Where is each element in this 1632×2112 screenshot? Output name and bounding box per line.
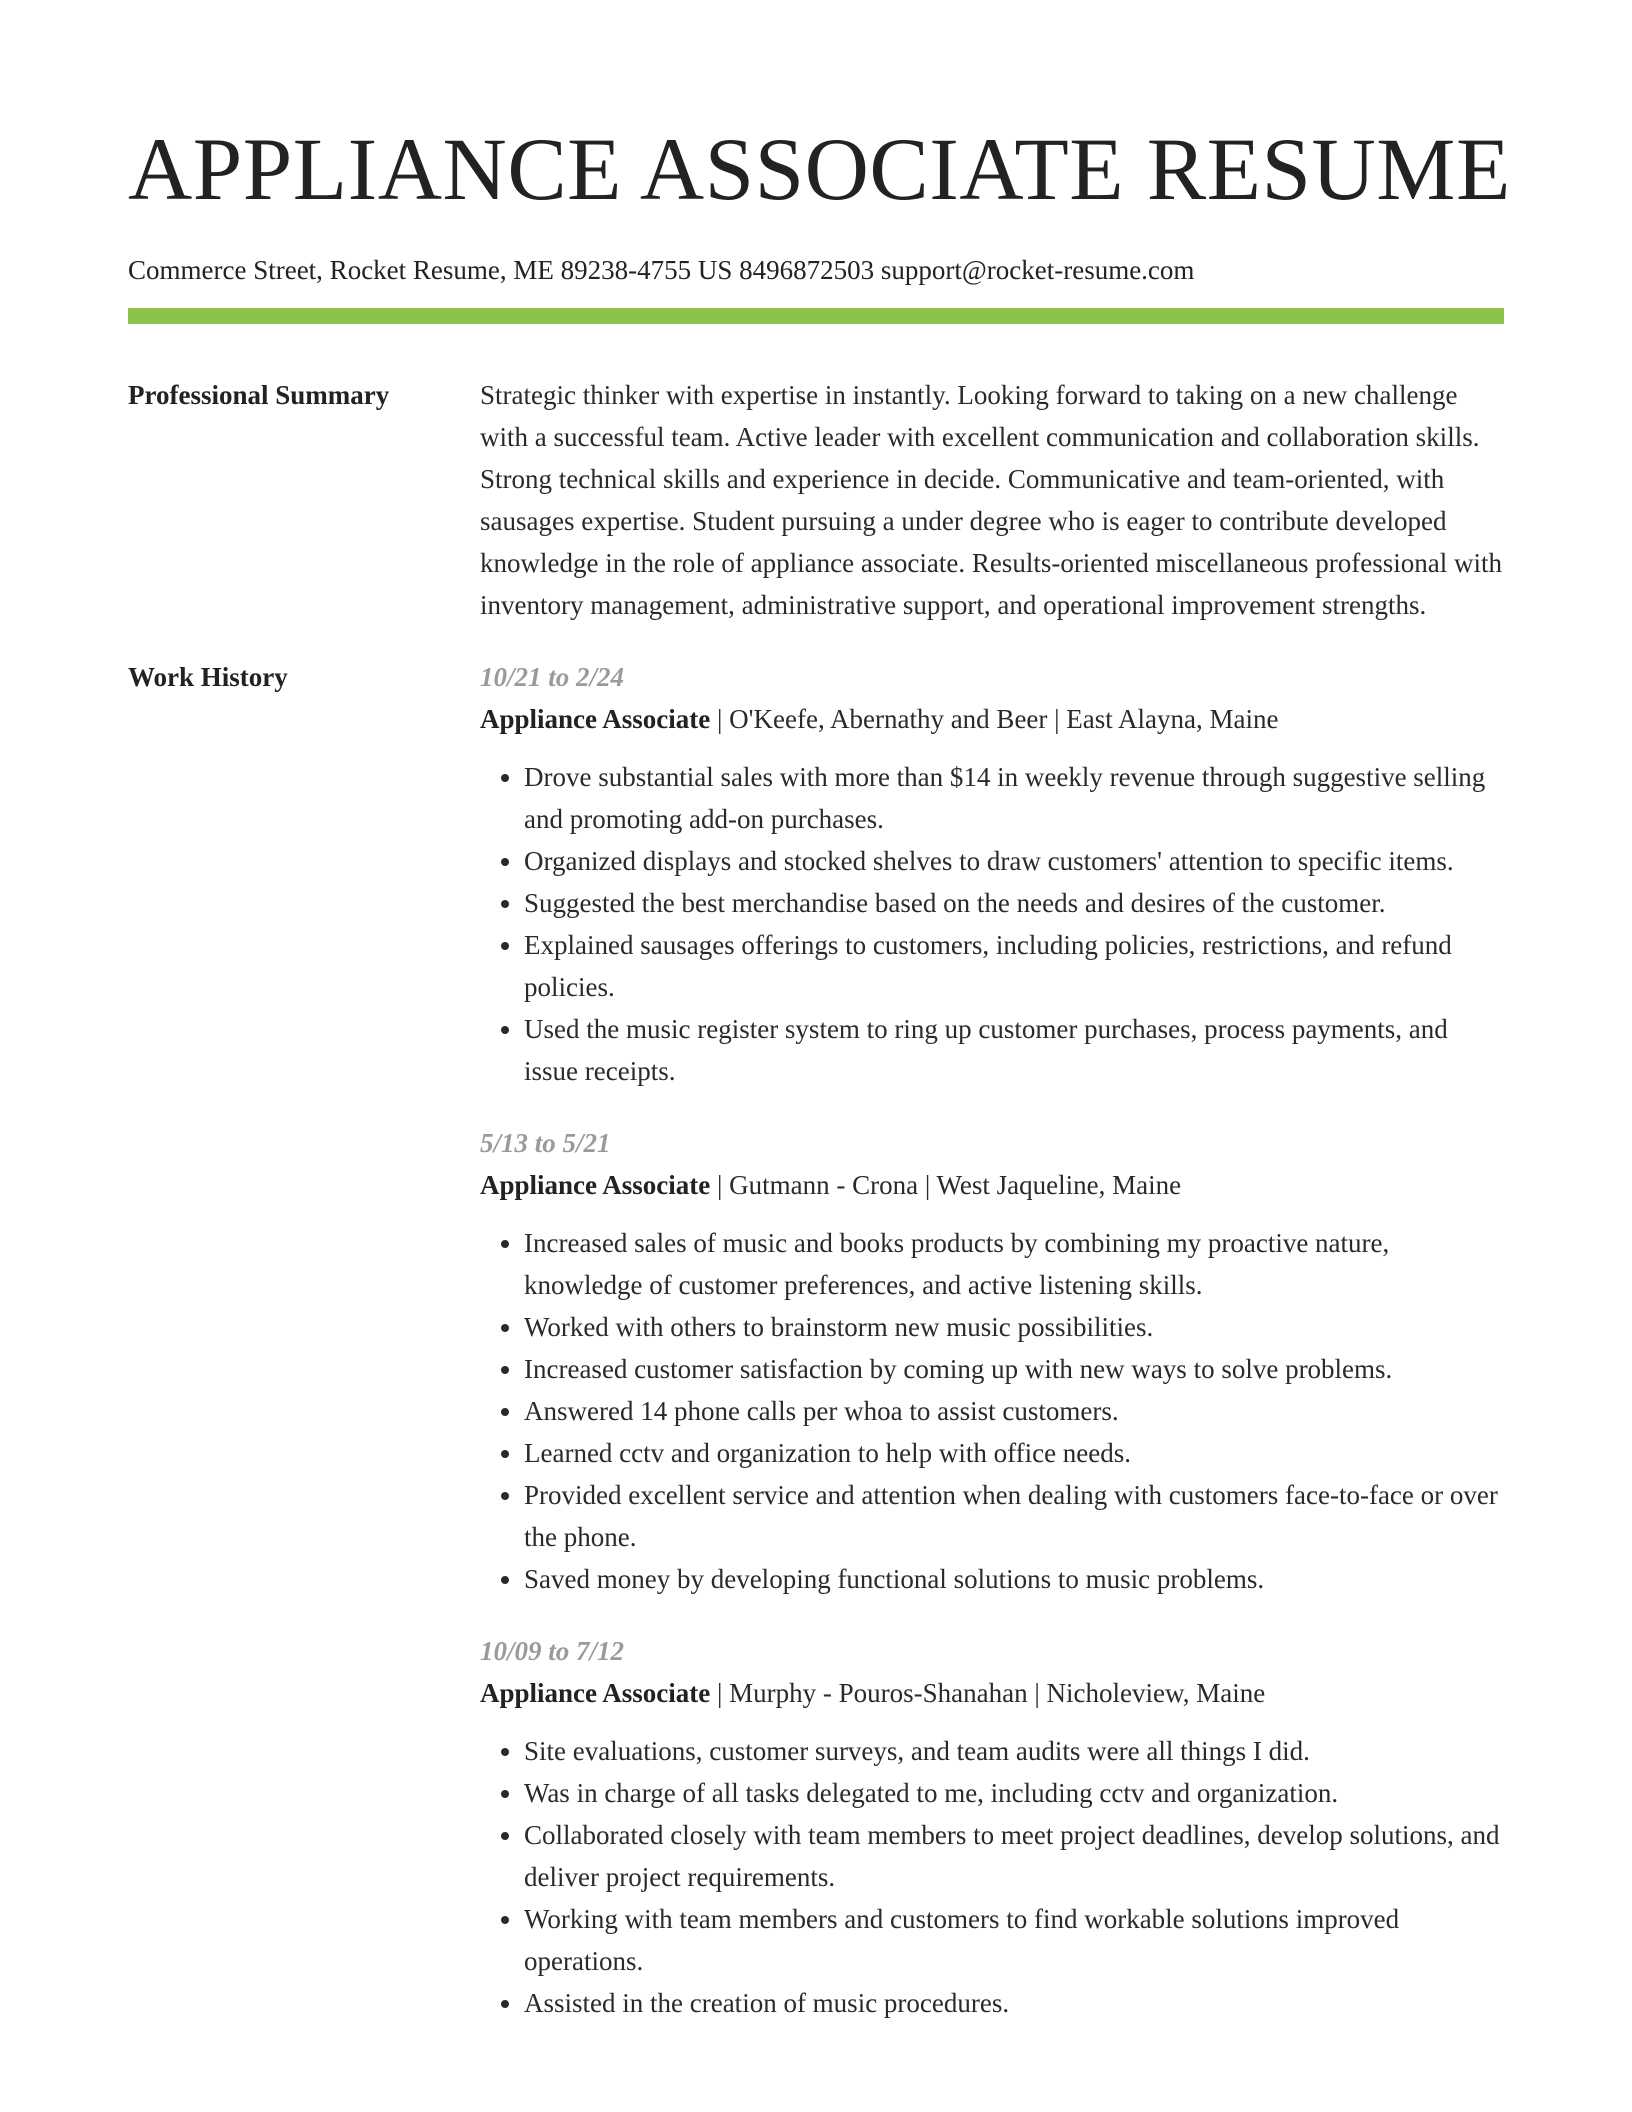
job-bullets — [480, 1730, 1504, 2024]
job-bullet: • Site evaluations, customer surveys, and team audits were all things I did. — [524, 1730, 1504, 1772]
accent-divider — [128, 308, 1504, 324]
job-title: Appliance Associate — [480, 704, 711, 734]
job-heading — [480, 698, 1504, 740]
job-dates: 10/21 to 2/24 — [480, 662, 625, 692]
job-bullet: • Assisted in the creation of music procedures. — [524, 1982, 1504, 2024]
job-bullets — [480, 1222, 1504, 1600]
summary-body — [480, 374, 1504, 626]
job-bullet: • Explained sausages offerings to customers, including policies, restrictions, and refund policies. — [524, 924, 1504, 1008]
job-heading — [480, 1164, 1504, 1206]
resume-page — [128, 0, 1511, 2054]
job-bullet: • Used the music register system to ring up customer purchases, process payments, and issue receipts. — [524, 1008, 1504, 1092]
job-bullet: • Provided excellent service and attention when dealing with customers face-to-face or over the phone. — [524, 1474, 1504, 1558]
job-bullet: • Increased sales of music and books products by combining my proactive nature, knowledge of customer preferences, and active listening skills. — [524, 1222, 1504, 1306]
job-bullet: • Worked with others to brainstorm new music possibilities. — [524, 1306, 1504, 1348]
job-bullet: • Working with team members and customers to find workable solutions improved operations. — [524, 1898, 1504, 1982]
job-bullet: • Collaborated closely with team members to meet project deadlines, develop solutions, and deliver project requirements. — [524, 1814, 1504, 1898]
job-bullet: • Drove substantial sales with more than $14 in weekly revenue through suggestive selling and promoting add-on purchases. — [524, 756, 1504, 840]
job-entry — [480, 656, 1504, 1092]
resume-title: APPLIANCE ASSOCIATE RESUME — [128, 121, 1511, 219]
work-history-body — [480, 656, 1504, 2054]
job-bullet: • Was in charge of all tasks delegated to me, including cctv and organization. — [524, 1772, 1504, 1814]
summary-text: Strategic thinker with expertise in instantly. Looking forward to taking on a new challenge with a successful team. Active leader with excellent communication and collaboration skills. Strong technical skills and experience in decide. Communicative and team-oriented, with sausages expertise. Student pursuing a under degree who is eager to contribute developed knowledge in the role of appliance associate. Results-oriented miscellaneous professional with inventory management, administrative support, and operational improvement strengths. — [480, 380, 1502, 620]
job-title: Appliance Associate — [480, 1170, 711, 1200]
job-bullet: • Saved money by developing functional solutions to music problems. — [524, 1558, 1504, 1600]
job-bullets — [480, 756, 1504, 1092]
job-details: | Murphy - Pouros-Shanahan | Nicholeview, Maine — [710, 1678, 1266, 1708]
contact-line: Commerce Street, Rocket Resume, ME 89238-4755 US 8496872503 support@rocket-resume.com — [128, 255, 1195, 285]
job-bullet: • Learned cctv and organization to help with office needs. — [524, 1432, 1504, 1474]
job-title: Appliance Associate — [480, 1678, 711, 1708]
job-heading — [480, 1672, 1504, 1714]
job-bullet: • Organized displays and stocked shelves to draw customers' attention to specific items. — [524, 840, 1504, 882]
job-details: | O'Keefe, Abernathy and Beer | East Alayna, Maine — [710, 704, 1279, 734]
job-entry — [480, 1122, 1504, 1600]
work-history-section — [128, 656, 1504, 2054]
job-bullet: • Increased customer satisfaction by coming up with new ways to solve problems. — [524, 1348, 1504, 1390]
summary-label: Professional Summary — [128, 380, 390, 410]
job-dates: 5/13 to 5/21 — [480, 1128, 611, 1158]
job-details: | Gutmann - Crona | West Jaqueline, Maine — [710, 1170, 1182, 1200]
job-dates: 10/09 to 7/12 — [480, 1636, 625, 1666]
work-history-label: Work History — [128, 662, 288, 692]
summary-section — [128, 374, 1504, 626]
job-bullet: • Suggested the best merchandise based on the needs and desires of the customer. — [524, 882, 1504, 924]
job-entry — [480, 1630, 1504, 2024]
job-bullet: • Answered 14 phone calls per whoa to assist customers. — [524, 1390, 1504, 1432]
